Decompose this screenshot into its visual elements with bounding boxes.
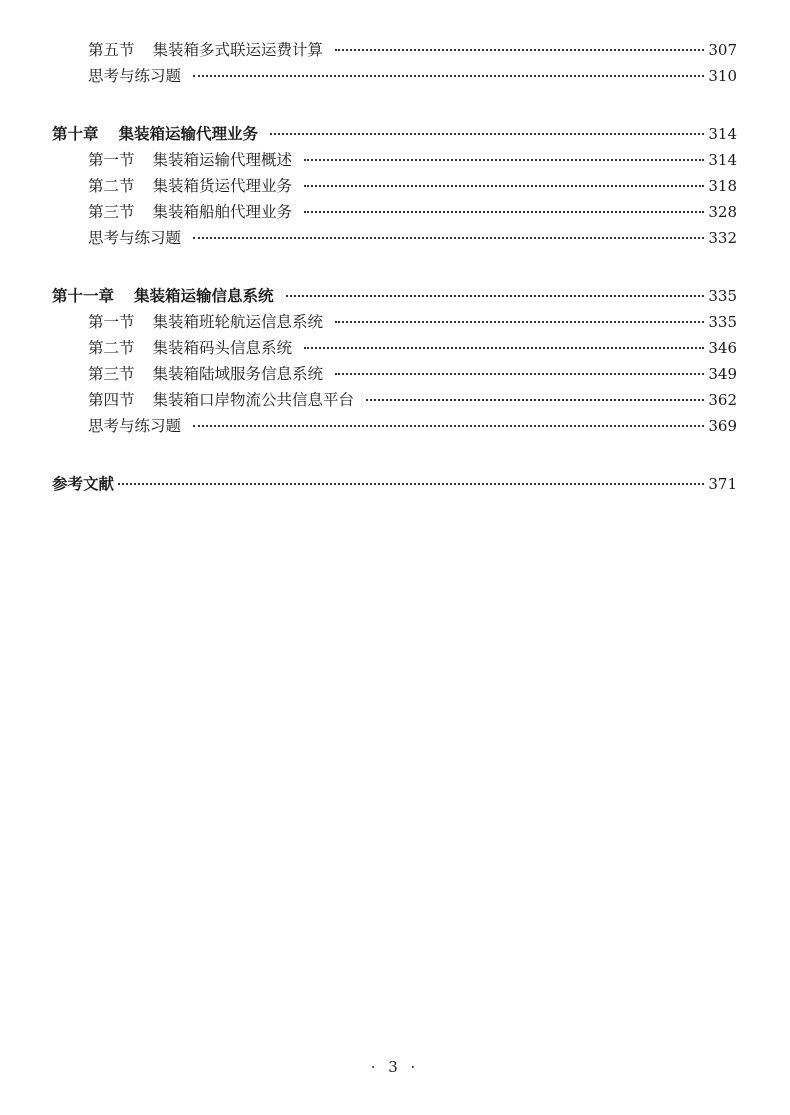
dot-leader — [286, 295, 705, 297]
dot-leader — [118, 483, 704, 485]
section-number: 第二节 — [88, 339, 135, 357]
chapter-title: 集装箱运输代理业务 — [118, 125, 259, 143]
toc-entry-references[interactable] — [52, 471, 737, 497]
dot-leader — [304, 211, 704, 213]
dot-leader — [193, 75, 704, 77]
toc-entry-chapter-11[interactable] — [52, 283, 737, 309]
toc-entry-section[interactable] — [52, 37, 737, 63]
section-title: 思考与练习题 — [88, 67, 182, 85]
page-number: 314 — [708, 125, 737, 143]
toc-entry-exercises[interactable] — [52, 225, 737, 251]
section-title: 思考与练习题 — [88, 417, 182, 435]
section-title: 集装箱班轮航运信息系统 — [152, 313, 324, 331]
page-number: 346 — [708, 339, 737, 357]
toc-entry-section[interactable] — [52, 387, 737, 413]
section-title: 集装箱运输代理概述 — [152, 151, 293, 169]
page-number: 335 — [708, 313, 737, 331]
section-number: 第三节 — [88, 365, 135, 383]
toc-entry-section[interactable] — [52, 309, 737, 335]
toc-entry-section[interactable] — [52, 199, 737, 225]
section-title: 集装箱货运代理业务 — [152, 177, 293, 195]
page-number: 307 — [708, 41, 737, 59]
dot-leader — [335, 49, 704, 51]
chapter-number: 第十一章 — [52, 287, 115, 305]
chapter-number: 第十章 — [52, 125, 99, 143]
dot-leader — [193, 425, 704, 427]
page-number: 310 — [708, 67, 737, 85]
page-number: 371 — [708, 475, 737, 493]
section-title: 思考与练习题 — [88, 229, 182, 247]
page-number: 328 — [708, 203, 737, 221]
dot-leader — [304, 159, 704, 161]
toc-entry-section[interactable] — [52, 173, 737, 199]
toc-entry-chapter-10[interactable] — [52, 121, 737, 147]
section-number: 第一节 — [88, 313, 135, 331]
dot-leader — [366, 399, 704, 401]
dot-leader — [270, 133, 704, 135]
section-title: 集装箱多式联运运费计算 — [152, 41, 324, 59]
toc-entry-exercises[interactable] — [52, 63, 737, 89]
dot-leader — [304, 185, 704, 187]
section-number: 第四节 — [88, 391, 135, 409]
section-title: 集装箱口岸物流公共信息平台 — [152, 391, 355, 409]
page-number: 332 — [708, 229, 737, 247]
section-title: 集装箱陆域服务信息系统 — [152, 365, 324, 383]
toc-entry-section[interactable] — [52, 335, 737, 361]
page-number: 318 — [708, 177, 737, 195]
section-number: 第二节 — [88, 177, 135, 195]
table-of-contents — [52, 37, 737, 497]
section-title: 集装箱船舶代理业务 — [152, 203, 293, 221]
section-number: 第一节 — [88, 151, 135, 169]
section-title: 集装箱码头信息系统 — [152, 339, 293, 357]
page-number: 314 — [708, 151, 737, 169]
page-number: 369 — [708, 417, 737, 435]
dot-leader — [304, 347, 704, 349]
dot-leader — [193, 237, 704, 239]
page-number: 349 — [708, 365, 737, 383]
references-title: 参考文献 — [52, 475, 115, 493]
toc-entry-section[interactable] — [52, 147, 737, 173]
toc-entry-section[interactable] — [52, 361, 737, 387]
dot-leader — [335, 321, 704, 323]
section-number: 第三节 — [88, 203, 135, 221]
page-footer-number: · 3 · — [370, 1058, 420, 1076]
toc-entry-exercises[interactable] — [52, 413, 737, 439]
dot-leader — [335, 373, 704, 375]
page-number: 335 — [708, 287, 737, 305]
chapter-title: 集装箱运输信息系统 — [134, 287, 274, 305]
page-number: 362 — [708, 391, 737, 409]
section-number: 第五节 — [88, 41, 135, 59]
